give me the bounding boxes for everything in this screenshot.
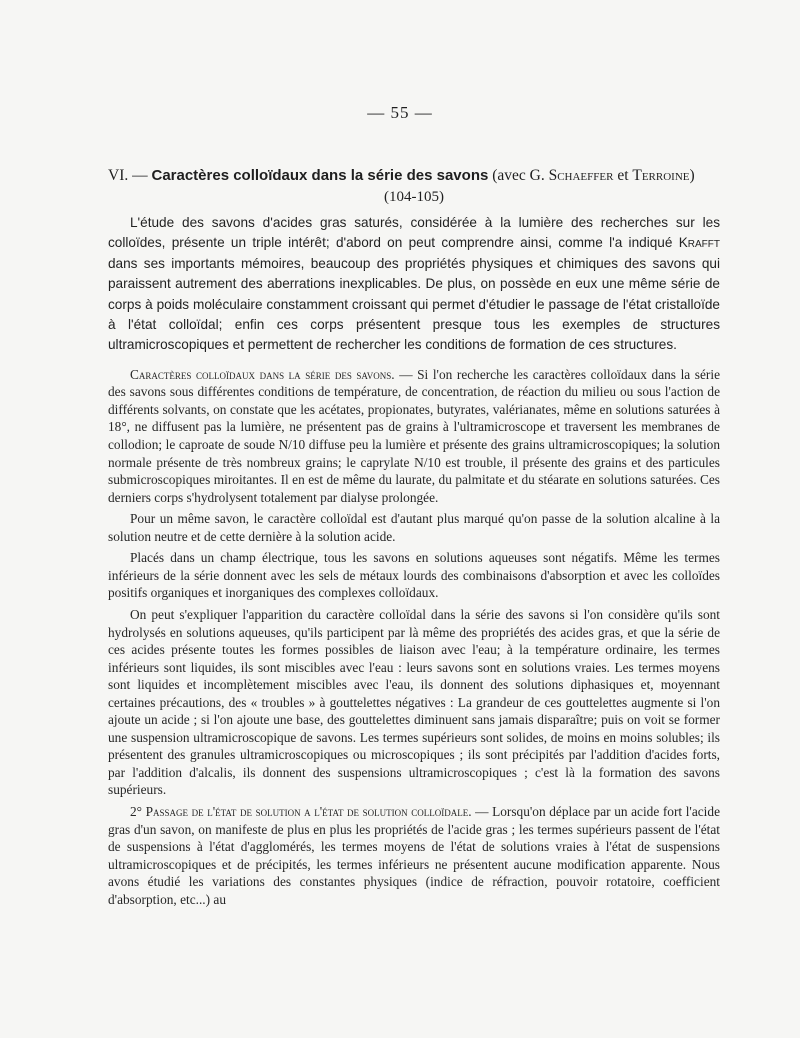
body-paragraph-2: Pour un même savon, le caractère colloïdal est d'autant plus marqué qu'on passe de la solution alcaline à la solution neutre et de cette dernière à la solution acide. bbox=[108, 511, 720, 544]
coauthor-prefix: (avec G. bbox=[488, 167, 549, 184]
coauthor-name-2: Terroine bbox=[632, 167, 690, 184]
paragraph-lead-1: Caractères colloïdaux dans la série des savons. bbox=[130, 366, 395, 382]
author-krafft: Krafft bbox=[678, 235, 720, 251]
coauthor-conjunction: et bbox=[613, 167, 633, 184]
paragraph-lead-5: Passage de l'état de solution a l'état de solution colloïdale. bbox=[145, 803, 472, 819]
page-number: — 55 — bbox=[367, 103, 433, 122]
body-paragraph-4: On peut s'expliquer l'apparition du caractère colloïdal dans la série des savons si l'on considère qu'ils sont hydrolysés en solutions aqueuses, qu'ils participent par là même des propriétés des acides gras, et que la série de ces acides présente toutes les formes possibles de liaison avec l'eau; à la température ordinaire, les termes inférieurs sont liquides, ils sont miscibles avec l'eau : leurs savons sont en solutions vraies. Les termes moyens sont liquides et incomplètement miscibles avec l'eau, ils donnent des solutions diphasiques et, moyennant certaines précautions, des « troubles » à gouttelettes négatives : La grandeur de ces gouttelettes augmente si l'on ajoute un acide ; si l'on ajoute une base, des gouttelettes diminuent sans jamais disparaître; puis on voit se former une suspension ultramicroscopique de savons. Les termes supérieurs sont solides, de moins en moins solubles; ils présentent des granules ultramicroscopiques ou microscopiques ; ils sont précipités par l'addition d'acides forts, par l'addition d'alcalis, ils donnent des suspensions ultramicroscopiques ; c'est là la formation des savons supérieurs. bbox=[108, 606, 720, 798]
body-paragraph-5 bbox=[108, 803, 720, 908]
summary-text-1: L'étude des savons d'acides gras saturés, considérée à la lumière des recherches sur les colloïdes, présente un triple intérêt; d'abord on peut comprendre ainsi, comme l'a indiqué bbox=[108, 215, 720, 251]
coauthor-suffix: ) bbox=[689, 167, 695, 184]
body-paragraph-3: Placés dans un champ électrique, tous les savons en solutions aqueuses sont négatifs. Même les termes inférieurs de la série donnent avec les sels de métaux lourds des combinaisons d'absorption et avec les colloïdes positifs organiques et inorganiques des complexes colloïdaux. bbox=[108, 550, 720, 601]
paragraph-text-1: — Si l'on recherche les caractères colloïdaux dans la série des savons sous différentes conditions de température, de concentration, de réaction du milieu ou sous l'action de différents solvants, on constate que les acétates, propionates, butyrates, valérianates, même en solutions saturées à 18°, ne diffusent pas la lumière, ne présentent pas de grains à l'ultramicroscope et traversent les membranes de collodion; le caproate de soude N/10 diffuse peu la lumière et présente des grains ultramicroscopiques; la solution normale présente de très nombreux grains; le caprylate N/10 est trouble, il présente des grains et des particules submicroscopiques miroitantes. Il en est de même du laurate, du palmitate et du stéarate en solutions saturées. Ces derniers corps s'hydrolysent totalement par dialyse prolongée. bbox=[108, 366, 720, 505]
paragraph-text-5: — Lorsqu'on déplace par un acide fort l'acide gras d'un savon, on manifeste de plus en plus les propriétés de l'acide gras ; les termes supérieurs passent de l'état de suspensions à l'état d'agglomérés, les termes moyens de l'état de solutions vraies à l'état de suspensions ultramicroscopiques et de précipités, les termes inférieurs ne présentent aucune modification apparente. Nous avons étudié les variations des constantes physiques (indice de réfraction, pouvoir rotatoire, coefficient d'absorption, etc...) au bbox=[108, 803, 720, 907]
section-number: VI. — bbox=[108, 167, 152, 184]
section-heading bbox=[108, 165, 720, 186]
summary-text-2: dans ses importants mémoires, beaucoup des propriétés physiques et chimiques des savons qui paraissent autrement des aberrations inexplicables. De plus, on possède en eux une même série de corps à poids moléculaire constamment croissant qui permet d'étudier le passage de l'état cristalloïde à l'état colloïdal; enfin ces corps présentent presque tous les exemples de structures ultramicroscopiques et permettent de rechercher les conditions de formation de ces structures. bbox=[108, 255, 720, 353]
summary-paragraph bbox=[108, 213, 720, 356]
coauthor-name-1: Schaeffer bbox=[548, 167, 614, 184]
page-reference: (104-105) bbox=[384, 189, 444, 205]
page-content bbox=[108, 165, 720, 908]
body-paragraph-1 bbox=[108, 366, 720, 506]
paragraph-number-5: 2° bbox=[130, 803, 146, 819]
section-title: Caractères colloïdaux dans la série des savons bbox=[151, 167, 489, 184]
